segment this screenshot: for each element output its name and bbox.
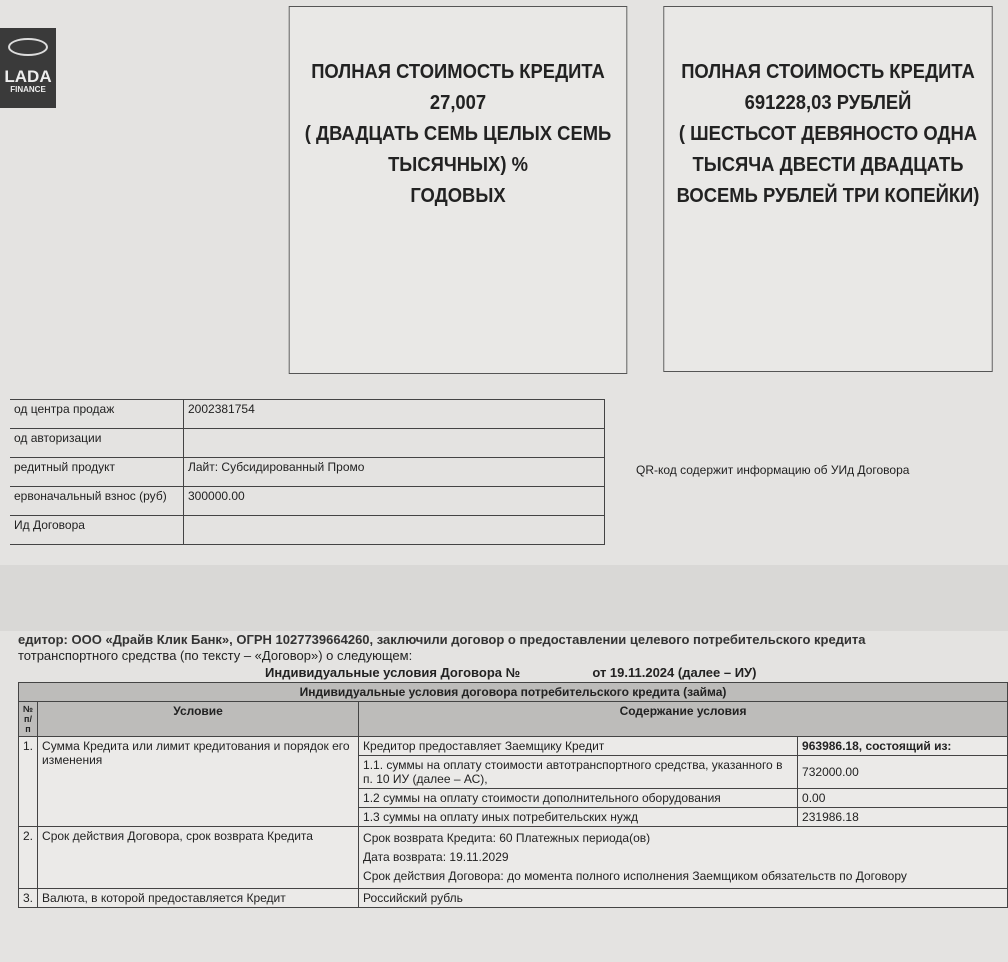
box-line: ВОСЕМЬ РУБЛЕЙ ТРИ КОПЕЙКИ) — [676, 185, 980, 207]
box-line: ТЫСЯЧА ДВЕСТИ ДВАДЦАТЬ — [692, 154, 964, 176]
condition-text: 1.2 суммы на оплату стоимости дополнительного оборудования — [359, 789, 798, 808]
full-cost-sum-box — [663, 6, 992, 372]
table-row — [10, 516, 605, 545]
row-label: од центра продаж — [10, 400, 184, 429]
condition-text: 1.1. суммы на оплату стоимости автотранспортного средства, указанного в п. 10 ИУ (далее – АС), — [359, 756, 798, 789]
row-value — [184, 516, 605, 545]
lada-finance-logo: LADA FINANCE — [0, 28, 56, 108]
info-table — [10, 399, 605, 545]
row-number: 1. — [19, 737, 38, 827]
table-row — [10, 487, 605, 516]
row-value: Лайт: Субсидированный Промо — [184, 458, 605, 487]
row-label: од авторизации — [10, 429, 184, 458]
condition-value: 0.00 — [798, 789, 1008, 808]
column-header: Содержание условия — [359, 702, 1008, 737]
row-number: 3. — [19, 889, 38, 908]
row-label: ервоначальный взнос (руб) — [10, 487, 184, 516]
row-value — [184, 429, 605, 458]
conditions-title: Индивидуальные условия Договора № от 19.11.2024 (далее – ИУ) — [265, 665, 757, 680]
box-line: 691228,03 РУБЛЕЙ — [744, 92, 912, 114]
condition-text: Срок возврата Кредита: 60 Платежных периода(ов) — [363, 831, 651, 845]
row-label: редитный продукт — [10, 458, 184, 487]
box-line: ПОЛНАЯ СТОИМОСТЬ КРЕДИТА — [311, 61, 605, 83]
condition-name: Валюта, в которой предоставляется Кредит — [38, 889, 359, 908]
condition-name: Сумма Кредита или лимит кредитования и порядок его изменения — [38, 737, 359, 827]
column-header: № п/п — [19, 702, 38, 737]
condition-value: 963986.18, состоящий из: — [798, 737, 1008, 756]
intro-line: тотранспортного средства (по тексту – «Договор») о следующем: — [18, 648, 413, 663]
photo-band — [0, 565, 1008, 631]
table-row — [19, 889, 1008, 908]
table-row — [19, 737, 1008, 756]
conditions-table — [18, 682, 1008, 908]
table-row — [10, 429, 605, 458]
condition-text: Кредитор предоставляет Заемщику Кредит — [359, 737, 798, 756]
condition-text: Срок действия Договора: до момента полного исполнения Заемщиком обязательств по Договору — [363, 869, 907, 883]
qr-note: QR-код содержит информацию об УИд Договора — [636, 463, 910, 477]
row-value: 2002381754 — [184, 400, 605, 429]
row-value: 300000.00 — [184, 487, 605, 516]
condition-text: Дата возврата: 19.11.2029 — [363, 850, 509, 864]
condition-value: 231986.18 — [798, 808, 1008, 827]
condition-value: 732000.00 — [798, 756, 1008, 789]
table-row — [10, 458, 605, 487]
intro-line: едитор: ООО «Драйв Клик Банк», ОГРН 1027739664260, заключили договор о предоставлении целевого потребительского кредита — [18, 632, 866, 647]
box-line: ( ДВАДЦАТЬ СЕМЬ ЦЕЛЫХ СЕМЬ — [304, 123, 612, 145]
full-cost-rate-box — [289, 6, 628, 374]
box-line: ( ШЕСТЬСОТ ДЕВЯНОСТО ОДНА — [678, 123, 978, 145]
box-line: ПОЛНАЯ СТОИМОСТЬ КРЕДИТА — [681, 61, 975, 83]
column-header: Условие — [38, 702, 359, 737]
table-caption: Индивидуальные условия договора потребительского кредита (займа) — [19, 683, 1008, 702]
table-row — [19, 827, 1008, 889]
box-line: ГОДОВЫХ — [410, 185, 506, 207]
condition-text: Российский рубль — [359, 889, 1008, 908]
row-label: Ид Договора — [10, 516, 184, 545]
table-row — [10, 400, 605, 429]
row-number: 2. — [19, 827, 38, 889]
box-line: ТЫСЯЧНЫХ) % — [388, 154, 528, 176]
box-line: 27,007 — [429, 92, 487, 114]
condition-name: Срок действия Договора, срок возврата Кредита — [38, 827, 359, 889]
condition-text: 1.3 суммы на оплату иных потребительских нужд — [359, 808, 798, 827]
